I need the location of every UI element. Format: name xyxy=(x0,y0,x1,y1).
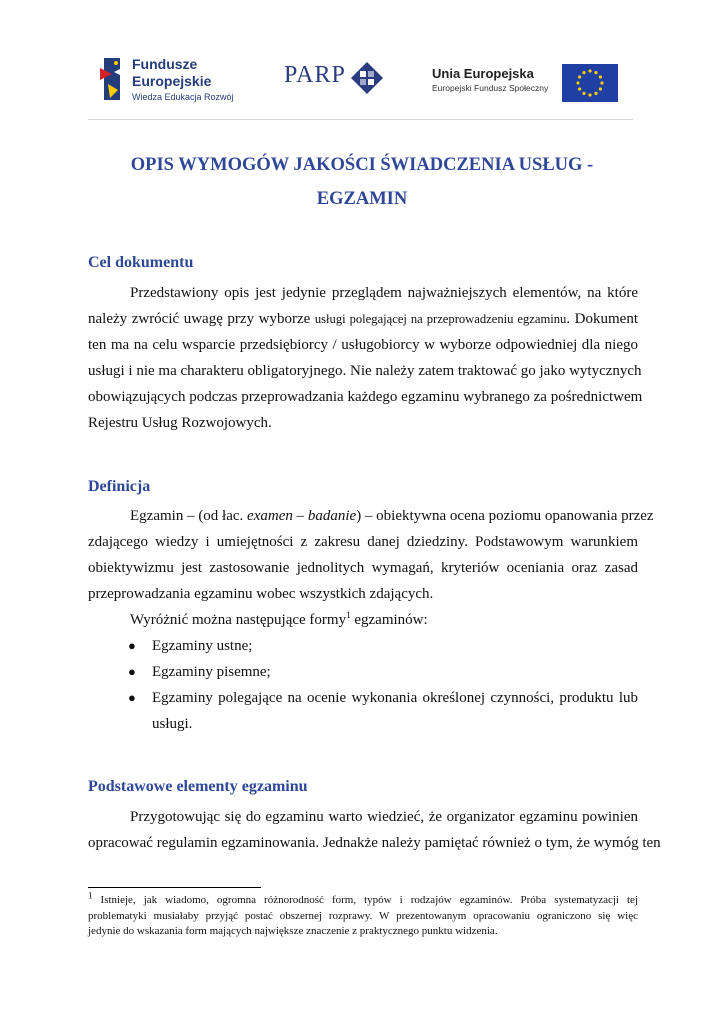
text-run: Egzamin – (od łac. xyxy=(130,508,248,524)
footnote xyxy=(88,890,638,940)
footnote-mark: 1 xyxy=(88,890,93,901)
section-heading-podstawowe-elementy: Podstawowe elementy egzaminu xyxy=(88,778,308,795)
list-item xyxy=(88,633,638,659)
parp-mark-icon xyxy=(350,61,384,95)
fundusze-europejskie-logo-icon xyxy=(98,54,128,104)
footnote-divider xyxy=(88,887,261,888)
list-item xyxy=(88,685,638,737)
parp-logo-text: PARP xyxy=(284,62,346,88)
text-run-italic: badanie xyxy=(307,508,357,524)
text-line: obowiązujących podczas przeprowadzania każdego egzaminu wybranego za pośrednictwem xyxy=(88,389,643,405)
paragraph-definicja xyxy=(88,503,654,633)
text-run: egzaminów: xyxy=(350,612,428,628)
text-run: ) – obiektywna ocena poziomu opanowania przez xyxy=(356,508,654,524)
bullet-icon: ● xyxy=(128,690,136,705)
document-title xyxy=(88,148,636,216)
text-line: usługi i nie ma charakteru obligatoryjnego. Nie należy zatem traktować go jako wytycznych xyxy=(88,363,642,379)
text-line: zdającego wiedzy i umiejętności z zakresu danej dziedziny. Podstawowym warunkiem xyxy=(88,534,638,550)
fe-line1: Fundusze xyxy=(132,56,198,72)
paragraph-podstawowe-elementy xyxy=(88,804,661,856)
ue-line1: Unia Europejska xyxy=(432,66,534,81)
section-heading-definicja: Definicja xyxy=(88,478,151,495)
text-run: Wyróżnić można następujące formy xyxy=(130,612,347,628)
list-item-text: Egzaminy pisemne; xyxy=(152,664,271,680)
text-line: obiektywizmu jest zastosowanie jednolitych wymagań, kryteriów oceniania oraz zasad xyxy=(88,560,638,576)
bullet-icon: ● xyxy=(128,664,136,679)
eu-flag-icon xyxy=(562,64,618,102)
text-run-italic: examen xyxy=(247,508,293,524)
paragraph-cel-dokumentu xyxy=(88,280,643,436)
text-run: . Dokument xyxy=(566,311,638,327)
bullet-list xyxy=(88,633,638,737)
text-line xyxy=(88,503,654,529)
fundusze-europejskie-text xyxy=(132,56,234,104)
title-line2: EGZAMIN xyxy=(316,189,408,209)
list-item-text: Egzaminy polegające na ocenie wykonania określonej czynności, produktu lub xyxy=(152,690,638,706)
footnote-reference[interactable]: 1 xyxy=(346,610,351,620)
list-item xyxy=(88,659,638,685)
section-heading-cel-dokumentu: Cel dokumentu xyxy=(88,254,194,271)
list-item-text: Egzaminy ustne; xyxy=(152,638,253,654)
bullet-icon: ● xyxy=(128,638,136,653)
text-run: Istnieje, jak wiadomo, ogromna różnorodność form, typów i rodzajów egzaminów. Próba systematyzacji tej xyxy=(92,894,638,906)
fe-line3: Wiedza Edukacja Rozwój xyxy=(132,92,234,102)
unia-europejska-text xyxy=(432,66,548,94)
text-line xyxy=(88,306,638,332)
text-line: Przygotowując się do egzaminu warto wiedzieć, że organizator egzaminu powinien xyxy=(130,809,638,825)
text-line: przeprowadzania egzaminu wobec wszystkich zdających. xyxy=(88,586,434,602)
text-run: należy zwrócić uwagę przy wyborze xyxy=(88,311,315,327)
ue-line2: Europejski Fundusz Społeczny xyxy=(432,83,549,93)
fe-line2: Europejskie xyxy=(132,73,212,89)
text-line xyxy=(88,607,638,633)
text-line xyxy=(88,890,638,909)
text-line: Przedstawiony opis jest jedynie przeglądem najważniejszych elementów, na które xyxy=(130,285,638,301)
text-line: problematyki musiałaby przyjąć postać obszernej rozprawy. W prezentowanym opracowaniu ograniczono się więc xyxy=(88,909,638,922)
title-line1: OPIS WYMOGÓW JAKOŚCI ŚWIADCZENIA USŁUG - xyxy=(130,155,594,175)
text-line: ten ma na celu wsparcie przedsiębiorcy / usługobiorcy w wyborze odpowiedniej dla niego xyxy=(88,337,638,353)
text-run-small: usługi polegającej na przeprowadzeniu egzaminu xyxy=(314,312,567,326)
text-line: opracować regulamin egzaminowania. Jednakże należy pamiętać również o tym, że wymóg ten xyxy=(88,835,661,851)
list-item-text: usługi. xyxy=(152,716,193,732)
header-logos xyxy=(88,44,633,120)
text-line: jedynie do wskazania form mających największe znaczenie z praktycznego punktu widzenia. xyxy=(88,925,498,937)
text-run: – xyxy=(292,508,308,524)
text-line: Rejestru Usług Rozwojowych. xyxy=(88,415,272,431)
